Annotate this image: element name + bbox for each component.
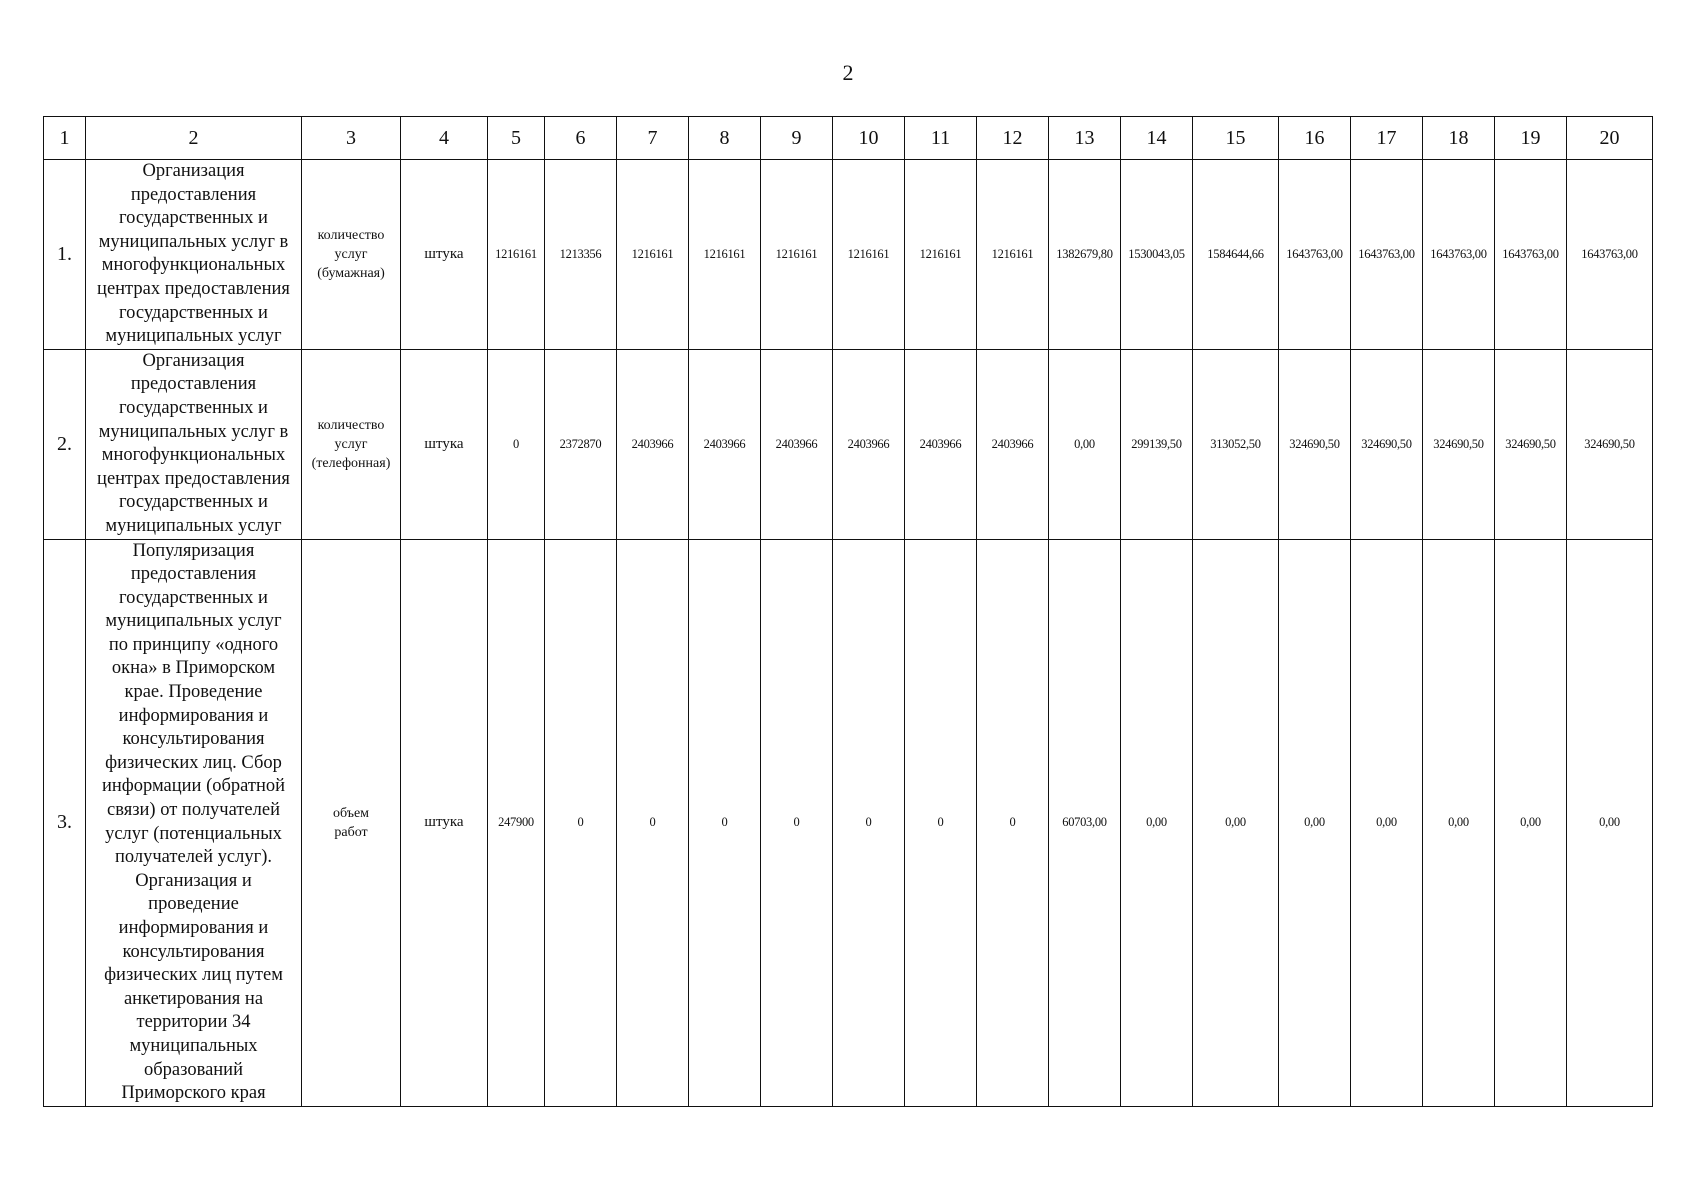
value-cell: 0,00 (1351, 539, 1423, 1106)
row-name-line: Популяризация (132, 540, 255, 561)
indicator-cell: количество услуг (бумажная) (302, 160, 401, 350)
row-name-line: предоставления (130, 564, 257, 585)
table-row (44, 349, 1653, 539)
row-name-line: информирования и (118, 705, 269, 726)
value-cell: 2403966 (617, 349, 689, 539)
value-cell: 324690,50 (1495, 349, 1567, 539)
row-name-line: Организация и (135, 870, 252, 891)
row-name-line: крае. Проведение (124, 682, 263, 703)
row-name-line: физических лиц путем (104, 965, 283, 986)
row-name-line: по принципу «одного (108, 634, 279, 655)
row-name-line: центрах предоставления (97, 278, 290, 299)
column-header: 4 (401, 117, 488, 160)
row-name-line: предоставления (130, 374, 257, 395)
row-number: 2. (44, 349, 86, 539)
value-cell: 0 (545, 539, 617, 1106)
row-name-line: проведение (148, 894, 239, 915)
row-name-line: Организация (142, 161, 245, 181)
column-header: 18 (1423, 117, 1495, 160)
value-cell: 0 (833, 539, 905, 1106)
value-cell: 2372870 (545, 349, 617, 539)
row-name-line: муниципальных услуг (105, 326, 282, 347)
row-name-line: связи) от получателей (107, 800, 280, 821)
row-name-line: государственных и (119, 397, 268, 418)
value-cell: 0,00 (1567, 539, 1653, 1106)
row-name-line: информирования и (118, 918, 269, 938)
value-cell: 1584644,66 (1193, 160, 1279, 350)
table-row (44, 160, 1653, 350)
row-name (86, 349, 302, 539)
header-row (44, 117, 1653, 160)
row-name-line: услуг (потенциальных (105, 823, 282, 844)
table-row (44, 539, 1653, 1106)
unit-cell: штука (401, 539, 488, 1106)
row-name-line: территории 34 (136, 1012, 251, 1033)
row-name-line: муниципальных (129, 1035, 258, 1056)
row-name-line: окна» в Приморском (111, 658, 276, 679)
row-name-line: муниципальных услуг в (98, 421, 289, 442)
page-number: 2 (842, 60, 854, 85)
row-name-line: консультирования (122, 729, 265, 750)
value-cell: 1382679,80 (1049, 160, 1121, 350)
row-name-line: муниципальных услуг (105, 611, 282, 632)
data-table (43, 116, 1653, 1107)
value-cell: 2403966 (905, 349, 977, 539)
column-header: 7 (617, 117, 689, 160)
value-cell: 247900 (488, 539, 545, 1106)
row-name-line: анкетирования на (123, 988, 264, 1009)
row-name-line: муниципальных услуг в (98, 231, 289, 252)
unit-cell: штука (401, 160, 488, 350)
column-header: 13 (1049, 117, 1121, 160)
row-name-line: государственных и (119, 492, 268, 513)
value-cell: 1213356 (545, 160, 617, 350)
value-cell: 299139,50 (1121, 349, 1193, 539)
column-header: 5 (488, 117, 545, 160)
value-cell: 0,00 (1495, 539, 1567, 1106)
value-cell: 1643763,00 (1495, 160, 1567, 350)
row-name-line: государственных и (119, 587, 268, 608)
column-header: 9 (761, 117, 833, 160)
column-header: 8 (689, 117, 761, 160)
value-cell: 1643763,00 (1567, 160, 1653, 350)
row-name (86, 160, 302, 350)
value-cell: 324690,50 (1351, 349, 1423, 539)
value-cell: 324690,50 (1423, 349, 1495, 539)
value-cell: 2403966 (977, 349, 1049, 539)
row-name-line: Организация (142, 350, 245, 371)
value-cell: 0 (905, 539, 977, 1106)
value-cell: 1216161 (617, 160, 689, 350)
value-cell: 324690,50 (1567, 349, 1653, 539)
value-cell: 0,00 (1423, 539, 1495, 1106)
column-header: 14 (1121, 117, 1193, 160)
row-name-line: государственных и (119, 208, 268, 229)
column-header: 15 (1193, 117, 1279, 160)
row-name-line: предоставления (130, 184, 257, 205)
indicator-cell: количество услуг (телефонная) (302, 349, 401, 539)
value-cell: 1643763,00 (1279, 160, 1351, 350)
row-name-line: образований (144, 1059, 243, 1080)
value-cell: 60703,00 (1049, 539, 1121, 1106)
row-name-line: получателей услуг). (114, 847, 272, 868)
value-cell: 1643763,00 (1351, 160, 1423, 350)
value-cell: 0 (689, 539, 761, 1106)
value-cell: 0 (977, 539, 1049, 1106)
value-cell: 0,00 (1193, 539, 1279, 1106)
row-name-line: физических лиц. Сбор (105, 752, 282, 773)
value-cell: 0,00 (1049, 349, 1121, 539)
row-name-line: многофункциональных (101, 445, 286, 466)
value-cell: 1216161 (905, 160, 977, 350)
row-name-line: многофункциональных (101, 255, 286, 276)
row-name-line: консультирования (122, 941, 265, 962)
value-cell: 1216161 (761, 160, 833, 350)
column-header: 2 (86, 117, 302, 160)
value-cell: 0,00 (1121, 539, 1193, 1106)
indicator-cell: объем работ (302, 539, 401, 1106)
value-cell: 2403966 (689, 349, 761, 539)
value-cell: 313052,50 (1193, 349, 1279, 539)
value-cell: 1530043,05 (1121, 160, 1193, 350)
column-header: 11 (905, 117, 977, 160)
column-header: 10 (833, 117, 905, 160)
value-cell: 0,00 (1279, 539, 1351, 1106)
value-cell: 2403966 (761, 349, 833, 539)
row-name-line: государственных и (119, 302, 268, 323)
value-cell: 0 (761, 539, 833, 1106)
unit-cell: штука (401, 349, 488, 539)
value-cell: 0 (617, 539, 689, 1106)
column-header: 1 (44, 117, 86, 160)
row-name-line: Приморского края (121, 1083, 266, 1104)
row-name-line: информации (обратной (101, 776, 286, 797)
column-header: 20 (1567, 117, 1653, 160)
column-header: 12 (977, 117, 1049, 160)
value-cell: 324690,50 (1279, 349, 1351, 539)
value-cell: 1643763,00 (1423, 160, 1495, 350)
row-name (86, 539, 302, 1106)
column-header: 17 (1351, 117, 1423, 160)
value-cell: 1216161 (689, 160, 761, 350)
value-cell: 1216161 (833, 160, 905, 350)
value-cell: 1216161 (488, 160, 545, 350)
row-number: 1. (44, 160, 86, 350)
value-cell: 0 (488, 349, 545, 539)
column-header: 19 (1495, 117, 1567, 160)
row-name-line: муниципальных услуг (105, 515, 282, 536)
value-cell: 2403966 (833, 349, 905, 539)
column-header: 16 (1279, 117, 1351, 160)
column-header: 3 (302, 117, 401, 160)
column-header: 6 (545, 117, 617, 160)
row-name-line: центрах предоставления (97, 468, 290, 489)
value-cell: 1216161 (977, 160, 1049, 350)
row-number: 3. (44, 539, 86, 1106)
